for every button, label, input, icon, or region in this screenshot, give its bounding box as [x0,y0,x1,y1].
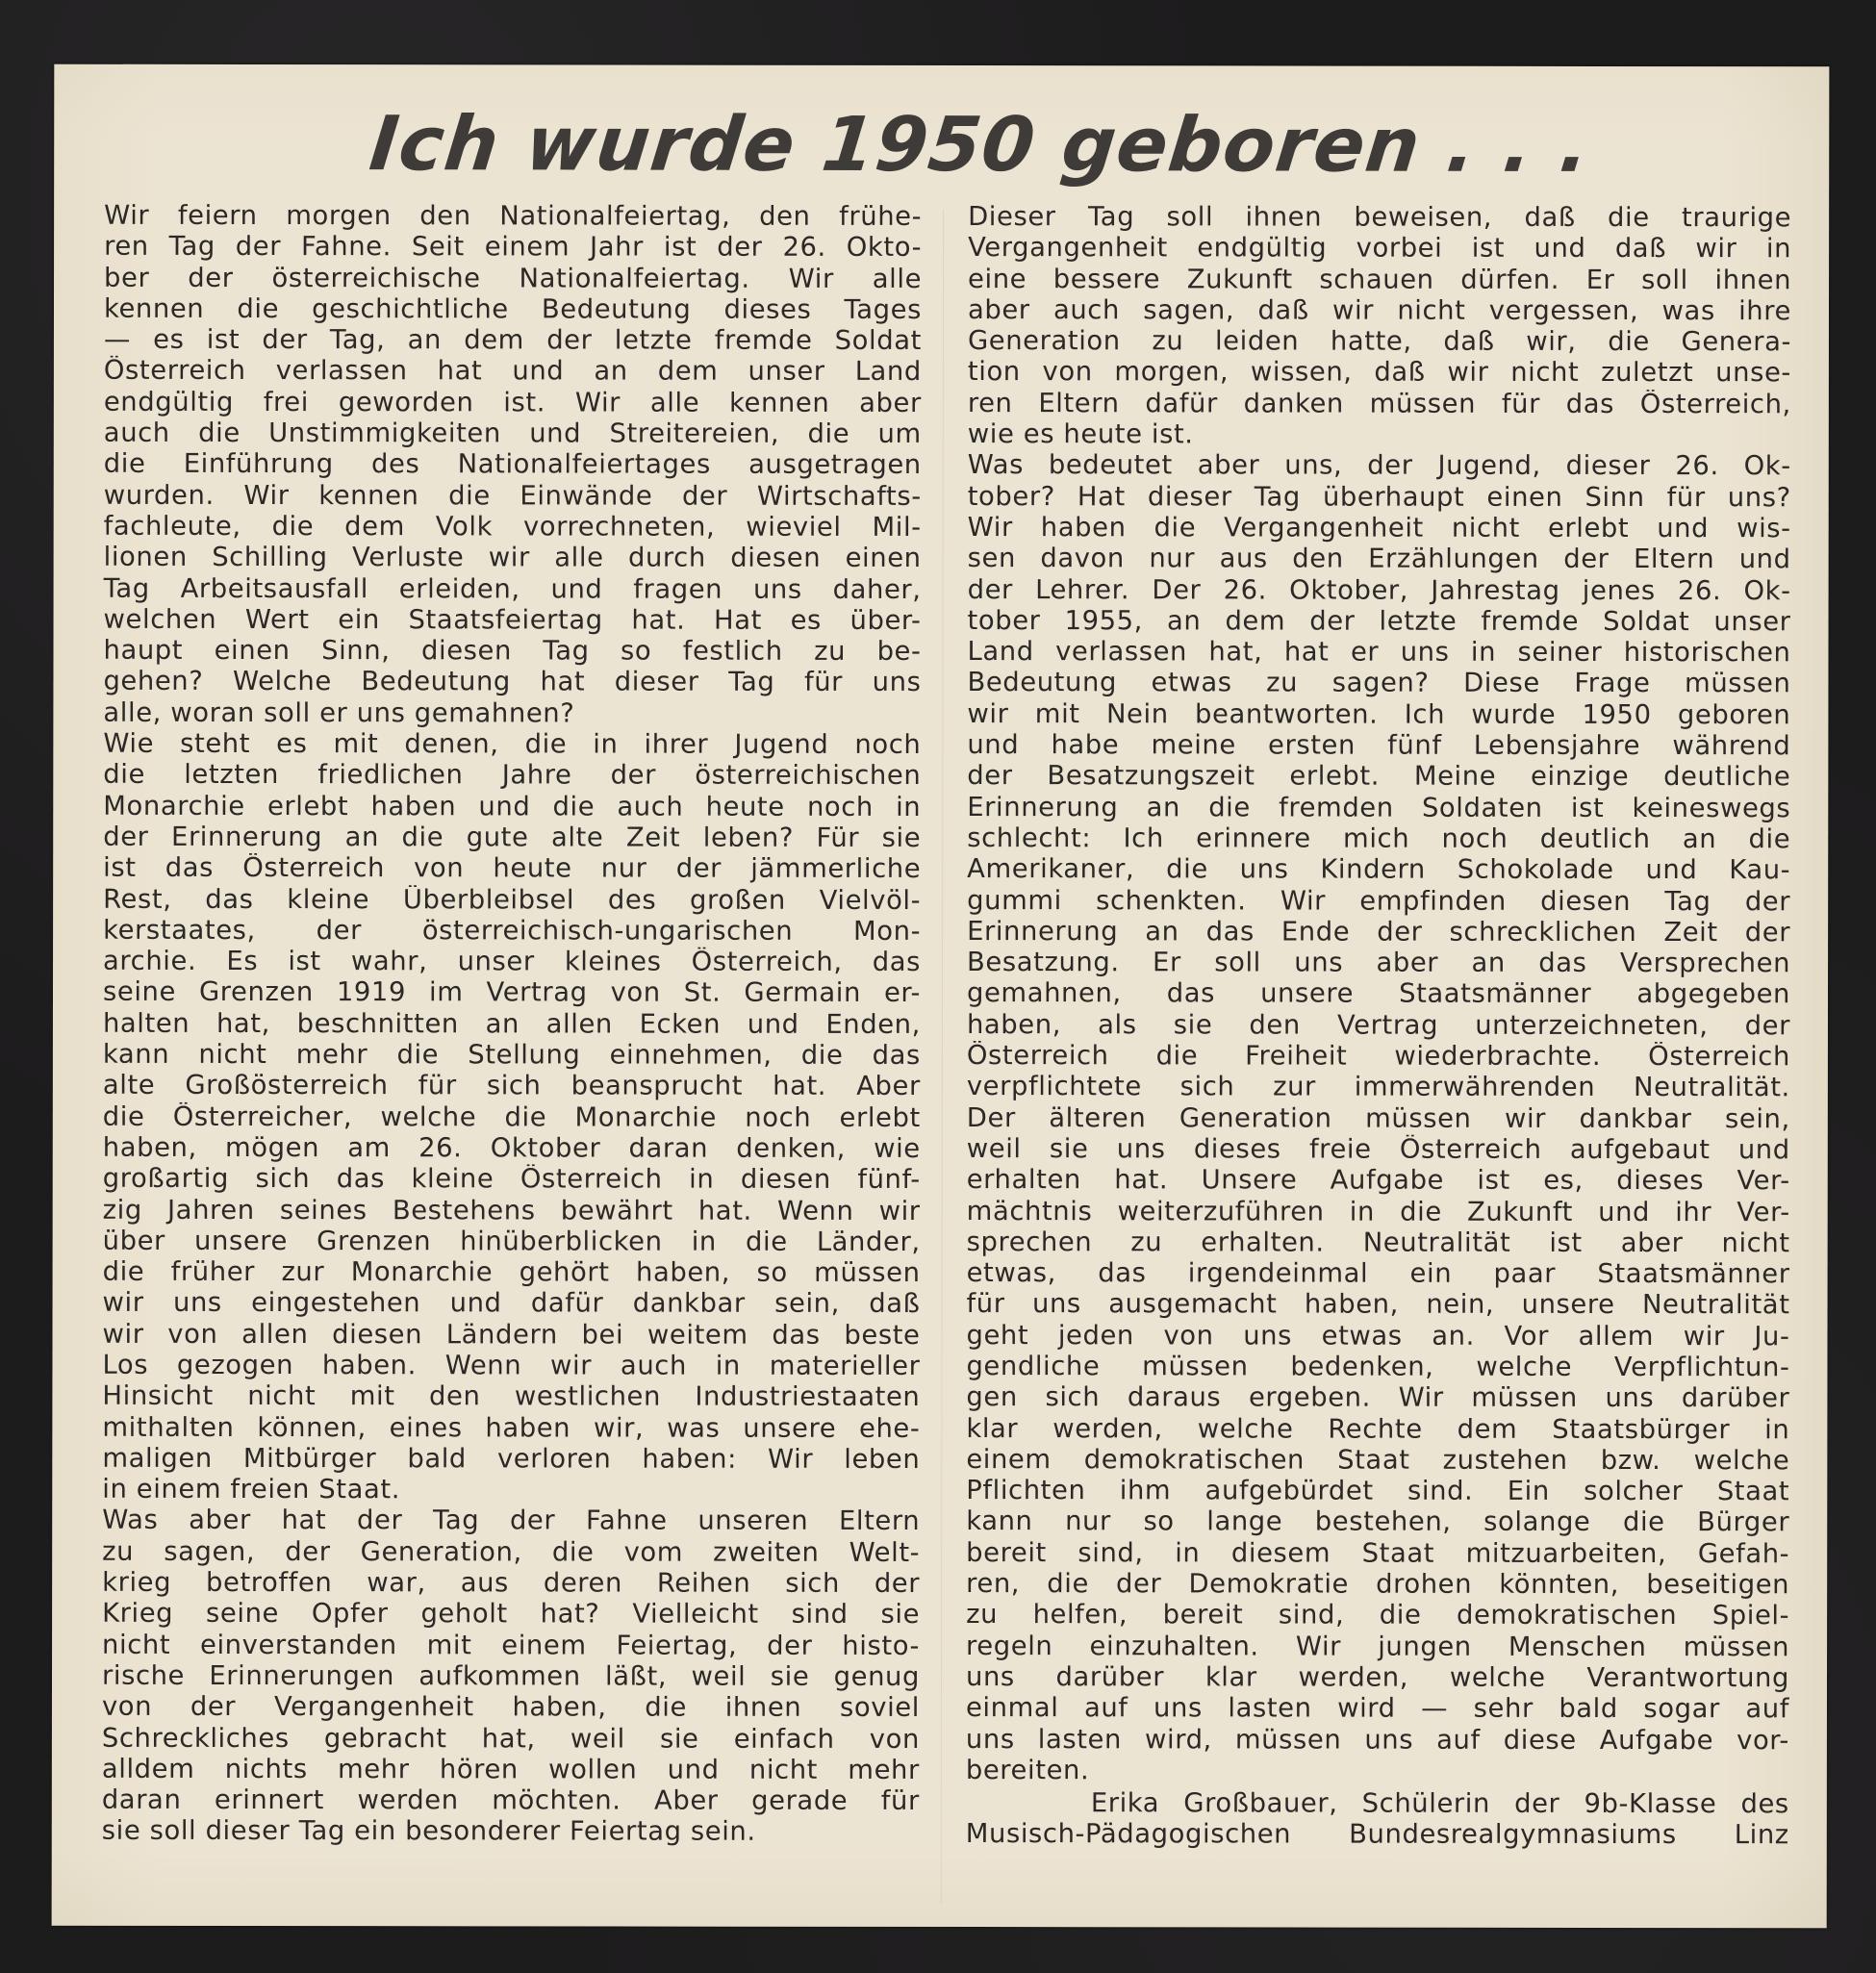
article-line: haupt einen Sinn, diesen Tag so festlich zu be- [103,635,922,668]
article-line: einmal auf uns lasten wird — sehr bald sogar auf [965,1693,1789,1725]
article-line: Hinsicht nicht mit den westlichen Industriestaaten [102,1381,921,1413]
article-line: sie soll dieser Tag ein besonderer Feiertag sein. [101,1816,756,1848]
article-column-left [102,201,922,1849]
article-line: fachleute, die dem Volk vorrechneten, wieviel Mil- [103,511,922,543]
article-line: ren, die der Demokratie drohen könnten, beseitigen [966,1569,1790,1601]
article-line: Vergangenheit endgültig vorbei ist und daß wir in [968,233,1792,265]
article-line: Pflichten ihm aufgebürdet sind. Ein solcher Staat [966,1476,1790,1507]
article-line: gen sich daraus ergeben. Wir müssen uns darüber [966,1382,1790,1414]
article-line: welchen Wert ein Staatsfeiertag hat. Hat es über- [103,604,922,636]
article-line: kann nicht mehr die Stellung einnehmen, die das [102,1039,921,1071]
article-line: alte Großösterreich für sich beansprucht hat. Aber [102,1071,921,1102]
article-line: aber auch sagen, daß wir nicht vergessen, was ihre [967,294,1792,327]
article-line: bereiten. [965,1755,1090,1786]
article-line: verpflichtete sich zur immerwährenden Neutralität. [966,1072,1790,1103]
article-line: Amerikaner, die uns Kindern Schokolade und Kau- [967,854,1791,886]
article-line: Tag Arbeitsausfall erleiden, und fragen uns daher, [103,573,922,605]
article-line: etwas, das irgendeinmal ein paar Staatsmänner [966,1258,1790,1290]
article-line: ren Tag der Fahne. Seit einem Jahr ist der 26. Okto- [104,232,923,264]
article-line: für uns ausgemacht haben, nein, unsere Neutralität [966,1289,1790,1321]
article-line: die letzten friedlichen Jahre der österreichischen [103,760,922,792]
article-line: archie. Es ist wahr, unser kleines Österreich, das [103,946,922,978]
article-line: Krieg seine Opfer geholt hat? Vielleicht sind sie [102,1599,921,1631]
article-line: Dieser Tag soll ihnen beweisen, daß die traurige [968,202,1792,234]
article-line: in einem freien Staat. [102,1474,401,1505]
article-line: Generation zu leiden hatte, daß wir, die Genera- [967,326,1791,358]
article-line: einem demokratischen Staat zustehen bzw. welche [966,1444,1790,1477]
article-line: großartig sich das kleine Österreich in diesen fünf- [102,1163,921,1196]
article-line: und habe meine ersten fünf Lebensjahre während [967,730,1791,762]
article-line: daran erinnert werden möchten. Aber gerade für [101,1784,920,1817]
article-line: Erinnerung an das Ende der schrecklichen Zeit der [967,916,1791,949]
article-line: sprechen zu erhalten. Neutralität ist aber nicht [966,1227,1790,1259]
article-line: gehen? Welche Bedeutung hat dieser Tag für uns [103,667,922,698]
article-line: über unsere Grenzen hinüberblicken in die Länder, [102,1226,921,1257]
article-line: wir mit Nein beantworten. Ich wurde 1950 geboren [967,698,1791,730]
article-line: alle, woran soll er uns gemahnen? [103,697,575,729]
article-line: der Lehrer. Der 26. Oktober, Jahrestag jenes 26. Ok- [967,574,1791,606]
article-line: wir von allen diesen Ländern bei weitem das beste [102,1319,921,1351]
article-line: tion von morgen, wissen, daß wir nicht zuletzt unse- [967,357,1791,389]
article-line: gendliche müssen bedenken, welche Verpflichtun- [966,1352,1790,1383]
article-line: Österreich die Freiheit wiederbrachte. Österreich [966,1041,1790,1073]
author-signature [966,1788,1789,1852]
article-line: Wir feiern morgen den Nationalfeiertag, den frühe- [104,200,923,232]
article-line: Land verlassen hat, hat er uns in seiner historischen [967,637,1791,669]
article-line: wir uns eingestehen und dafür dankbar sein, daß [102,1288,921,1320]
article-line: tober? Hat dieser Tag überhaupt einen Sinn für uns? [967,481,1791,513]
article-line: Rest, das kleine Überbleibsel des großen Vielvöl- [103,884,922,916]
article-line: rische Erinnerungen aufkommen läßt, weil sie genug [101,1660,921,1692]
article-line: klar werden, welche Rechte dem Staatsbürger in [966,1413,1790,1445]
article-line: maligen Mitbürger bald verloren haben: Wir leben [102,1443,921,1475]
article-line: kennen die geschichtliche Bedeutung dieses Tages [103,293,923,325]
article-line: halten hat, beschnitten an allen Ecken und Enden, [102,1008,921,1040]
headline: Ich wurde 1950 geboren . . . [366,101,1595,190]
article-line: krieg betroffen war, aus deren Reihen sich der [102,1567,921,1600]
article-line: schlecht: Ich erinnere mich noch deutlich an die [967,822,1791,855]
article-line: Wie steht es mit denen, die in ihrer Jugend noch [103,728,922,761]
article-line: zu helfen, bereit sind, die demokratischen Spiel- [966,1600,1790,1632]
article-line: tober 1955, an dem der letzte fremde Soldat unser [967,605,1791,638]
article-line: Was bedeutet aber uns, der Jugend, dieser 26. Ok- [967,450,1791,482]
article-line: sen davon nur aus den Erzählungen der Eltern und [967,544,1791,575]
article-line: Bedeutung etwas zu sagen? Diese Frage müssen [967,668,1791,699]
article-line: zig Jahren seines Bestehens bewährt hat. Wenn wir [102,1195,921,1227]
article-line: lionen Schilling Verluste wir alle durch diesen einen [103,543,922,574]
article-line: kann nur so lange bestehen, solange die Bürger [966,1506,1790,1538]
article-line: die Österreicher, welche die Monarchie noch erlebt [102,1101,921,1133]
article-line: auch die Unstimmigkeiten und Streitereien, die um [103,417,922,450]
column-gutter [941,210,944,1903]
article-line: mithalten können, eines haben wir, was unsere ehe- [102,1412,921,1444]
article-line: regeln einzuhalten. Wir jungen Menschen müssen [966,1631,1790,1662]
article-line: Besatzung. Er soll uns aber an das Versprechen [967,948,1791,979]
article-line: Was aber hat der Tag der Fahne unseren Eltern [102,1505,921,1537]
article-line: Der älteren Generation müssen wir dankbar sein, [966,1102,1790,1134]
article-line: mächtnis weiterzuführen in die Zukunft und ihr Ver- [966,1196,1790,1227]
article-line: haben, mögen am 26. Oktober daran denken, wie [102,1132,921,1164]
article-line: die früher zur Monarchie gehört haben, so müssen [102,1256,921,1289]
article-line: der Erinnerung an die gute alte Zeit leben? Für sie [103,822,922,853]
article-line: wie es heute ist. [967,419,1194,450]
article-line: eine bessere Zukunft schauen dürfen. Er soll ihnen [968,264,1792,295]
article-line: endgültig frei geworden ist. Wir alle kennen aber [103,387,922,418]
article-line: gemahnen, das unsere Staatsmänner abgegeben [966,978,1791,1010]
article-line: gummi schenkten. Wir empfinden diesen Tag der [967,885,1791,917]
article-line: uns lasten wird, müssen uns auf diese Aufgabe vor- [965,1724,1789,1756]
article-line: Erinnerung an die fremden Soldaten ist keineswegs [967,792,1791,823]
article-line: Wir haben die Vergangenheit nicht erlebt und wis- [967,513,1791,544]
article-line: haben, als sie den Vertrag unterzeichneten, der [966,1009,1790,1041]
article-line: erhalten hat. Unsere Aufgabe ist es, dieses Ver- [966,1165,1790,1197]
article-line: Österreich verlassen hat und an dem unser Land [103,356,922,388]
article-line: alldem nichts mehr hören wollen und nicht mehr [101,1754,920,1785]
article-line: wurden. Wir kennen die Einwände der Wirtschafts- [103,480,922,512]
article-line: Monarchie erlebt haben und die auch heute noch in [103,791,922,822]
newspaper-clipping [52,64,1830,1929]
article-line: bereit sind, in diesem Staat mitzuarbeiten, Gefah- [966,1537,1790,1569]
article-line: zu sagen, der Generation, die vom zweiten Welt- [102,1536,921,1568]
article-line: seine Grenzen 1919 im Vertrag von St. Germain er- [102,977,922,1009]
article-line: ren Eltern dafür danken müssen für das Österreich, [967,388,1791,420]
article-line: weil sie uns dieses freie Österreich aufgebaut und [966,1133,1790,1166]
article-line: ist das Österreich von heute nur der jämmerliche [103,853,922,885]
article-line: von der Vergangenheit haben, die ihnen soviel [101,1692,920,1724]
article-line: uns darüber klar werden, welche Verantwortung [965,1661,1790,1694]
article-line: geht jeden von uns etwas an. Vor allem wir Ju- [966,1320,1790,1352]
article-line: die Einführung des Nationalfeiertages ausgetragen [103,449,922,481]
article-line: — es ist der Tag, an dem der letzte fremde Soldat [103,324,922,357]
article-line: der Besatzungszeit erlebt. Meine einzige deutliche [967,761,1791,793]
signature-line-author: Erika Großbauer, Schülerin der 9b-Klasse des [1090,1788,1789,1820]
article-column-right [966,202,1791,1787]
article-line: Schreckliches gebracht hat, weil sie einfach von [101,1723,920,1755]
signature-line-school: Musisch-Pädagogischen Bundesrealgymnasiums Linz [965,1819,1789,1851]
article-line: nicht einverstanden mit einem Feiertag, der histo- [102,1630,921,1661]
article-line: ber der österreichische Nationalfeiertag. Wir alle [104,263,923,294]
article-line: kerstaates, der österreichisch-ungarischen Mon- [103,915,922,947]
article-line: Los gezogen haben. Wenn wir auch in materieller [102,1350,921,1381]
